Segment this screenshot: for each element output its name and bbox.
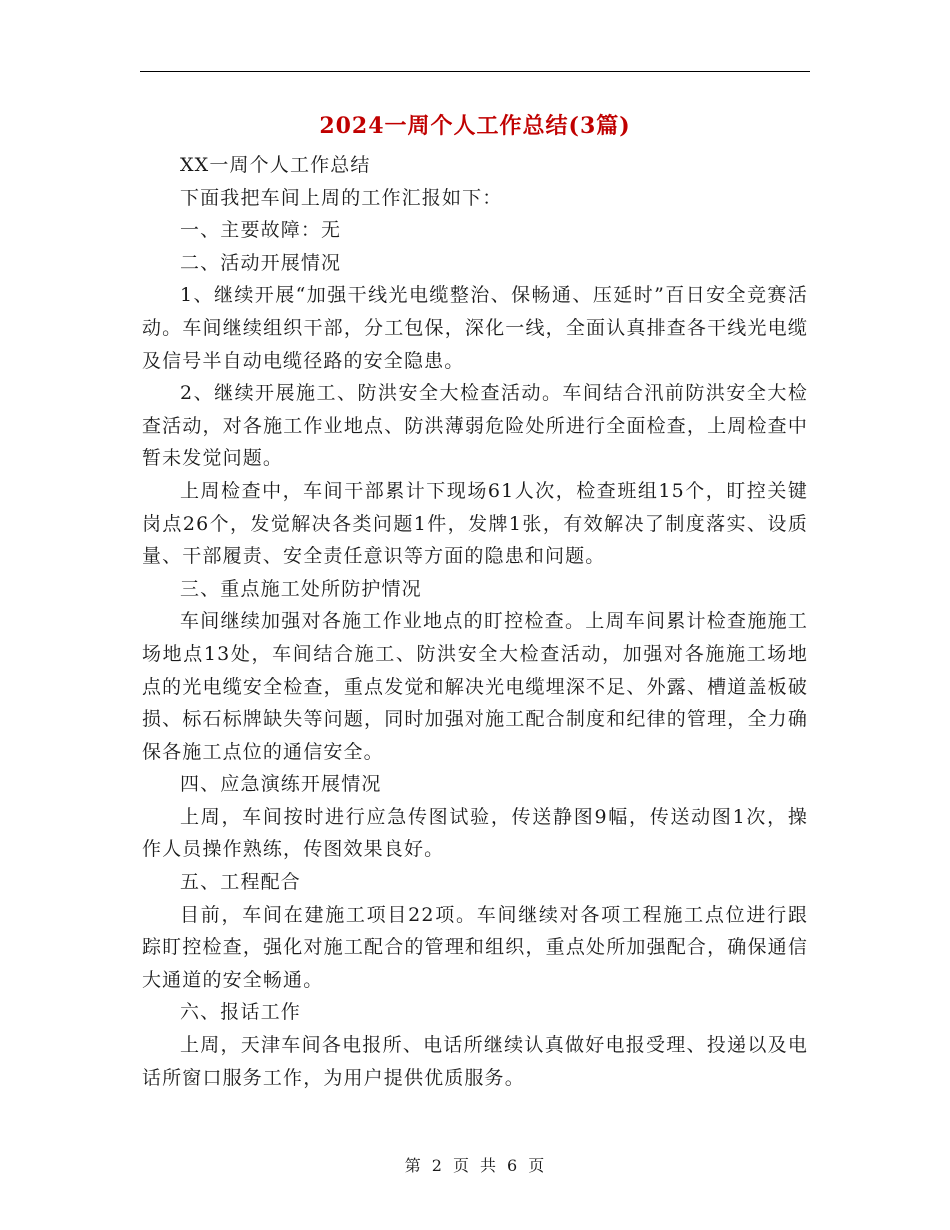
paragraph-engineering: 目前，车间在建施工项目22项。车间继续对各项工程施工点位进行跟踪盯控检查，强化对施工配合的管理和组织，重点处所加强配合，确保通信大通道的安全畅通。 [142,903,808,991]
paragraph-subtitle: XX一周个人工作总结 [180,154,371,176]
paragraph-activity-1: 1、继续开展“加强干线光电缆整治、保畅通、压延时”百日安全竞赛活动。车间继续组织干部，分工包保，深化一线，全面认真排查各干线光电缆及信号半自动电缆径路的安全隐患。 [142,284,808,372]
header-rule [140,71,810,72]
footer-gong: 共 [480,1156,498,1175]
section-heading-key-sites: 三、重点施工处所防护情况 [180,577,422,600]
footer-ye-2: 页 [528,1156,546,1175]
section-heading-telegraph: 六、报话工作 [180,1001,301,1024]
paragraph-drills: 上周，车间按时进行应急传图试验，传送静图9幅，传送动图1次，操作人员操作熟练，传图效果良好。 [142,805,808,861]
footer-di: 第 [404,1156,422,1175]
document-body [142,149,808,1094]
paragraph-telegraph: 上周，天津车间各电报所、电话所继续认真做好电报受理、投递以及电话所窗口服务工作，为用户提供优质服务。 [142,1034,808,1089]
paragraph-intro: 下面我把车间上周的工作汇报如下： [180,186,503,209]
page-footer [0,1153,950,1176]
footer-ye: 页 [452,1156,470,1175]
section-heading-engineering: 五、工程配合 [180,871,301,894]
paragraph-inspection-stats: 上周检查中，车间干部累计下现场61人次，检查班组15个，盯控关键岗点26个，发觉解决各类问题1件，发牌1张，有效解决了制度落实、设质量、干部履责、安全责任意识等方面的隐患和问题。 [142,479,808,568]
paragraph-activity-2: 2、继续开展施工、防洪安全大检查活动。车间结合汛前防洪安全大检查活动，对各施工作业地点、防洪薄弱危险处所进行全面检查，上周检查中暂未发觉问题。 [142,382,808,470]
section-heading-faults: 一、主要故障：无 [180,219,342,242]
document-title: 2024一周个人工作总结(3篇) [319,113,631,139]
section-heading-activities: 二、活动开展情况 [180,251,342,274]
section-heading-drills: 四、应急演练开展情况 [180,773,382,796]
footer-total-pages: 6 [507,1156,519,1175]
paragraph-key-sites: 车间继续加强对各施工作业地点的盯控检查。上周车间累计检查施施工场地点13处，车间结合施工、防洪安全大检查活动，加强对各施施工场地点的光电缆安全检查，重点发觉和解决光电缆埋深不足、外露、槽道盖板破损、标石标牌缺失等问题，同时加强对施工配合制度和纪律的管理，全力确保各施工点位的通信安全。 [142,610,808,763]
footer-page-number: 2 [431,1156,443,1175]
